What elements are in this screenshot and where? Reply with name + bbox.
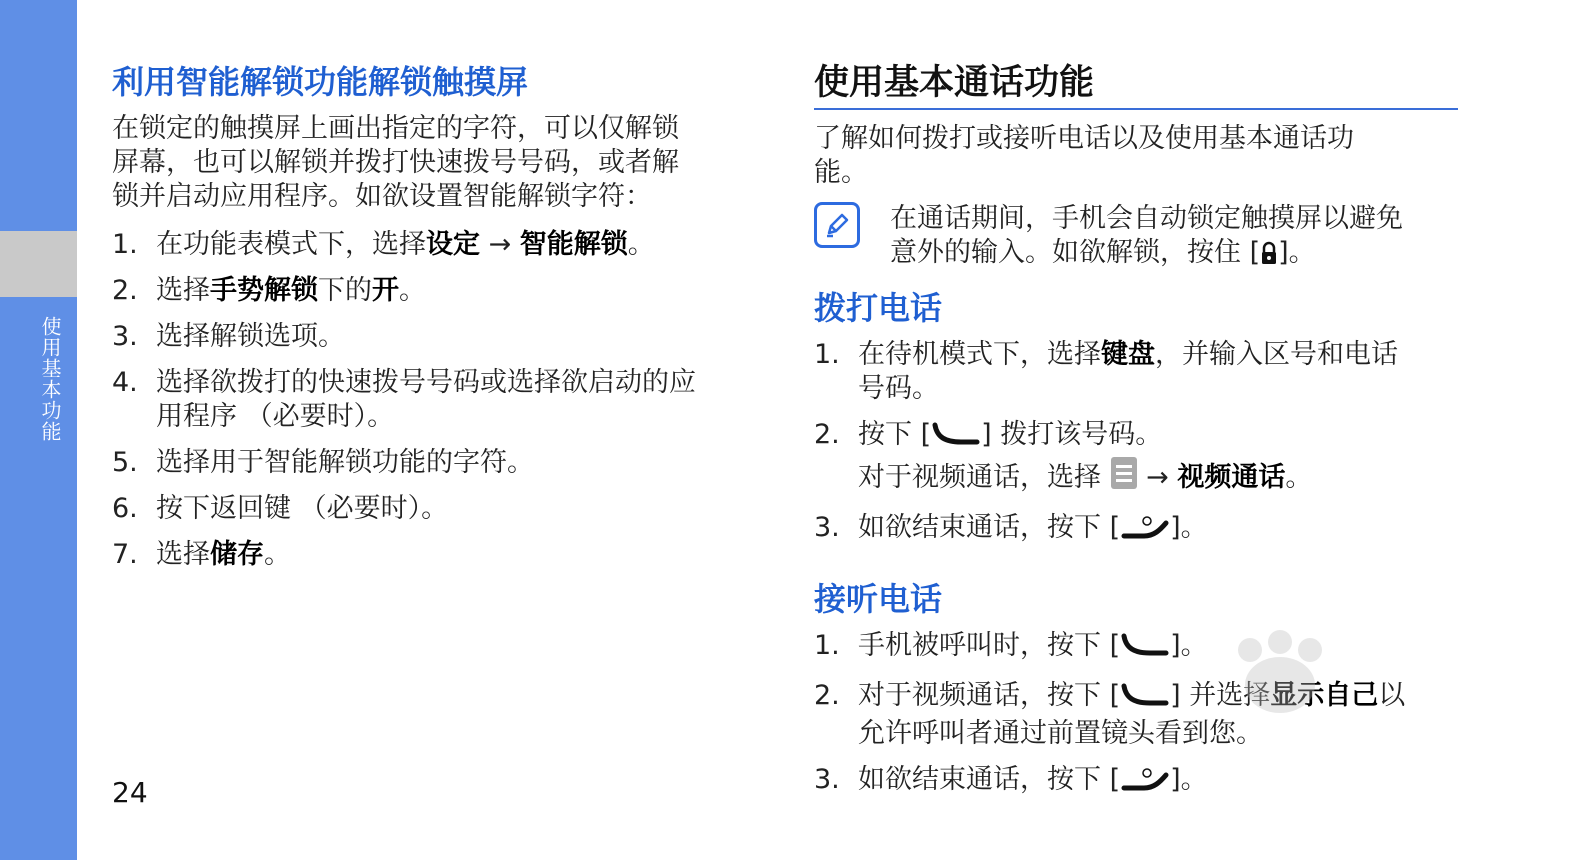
- step-text: 选择: [156, 275, 210, 306]
- step-text: 选择欲拨打的快速拨号号码或选择欲启动的应: [156, 367, 696, 398]
- right-column: [814, 58, 1464, 801]
- menu-icon: [1110, 456, 1138, 499]
- step-item: [112, 492, 762, 526]
- call-key-icon: [1120, 682, 1170, 717]
- step-text: 如欲结束通话，按下 [: [858, 764, 1121, 795]
- step-text: 在待机模式下，选择: [858, 339, 1101, 370]
- step-text: 如欲结束通话，按下 [: [858, 512, 1121, 543]
- intro-line: 能。: [814, 157, 868, 188]
- dial-call-heading: 拨打电话: [814, 289, 943, 327]
- step-item: [112, 228, 762, 262]
- step-number: 5.: [112, 447, 138, 478]
- step-item: [814, 629, 1464, 667]
- step-number: 1.: [112, 229, 138, 260]
- step-bold: 设定: [426, 229, 480, 260]
- smart-unlock-heading: 利用智能解锁功能解锁触摸屏: [112, 63, 529, 101]
- step-item: [814, 338, 1464, 406]
- step-text: ]。: [1170, 630, 1208, 661]
- step-text: 对于视频通话，按下 [: [858, 680, 1121, 711]
- step-number: 2.: [814, 680, 840, 711]
- sidebar-section-label: 使用基本功能: [38, 316, 62, 442]
- step-number: 7.: [112, 539, 138, 570]
- step-number: 3.: [112, 321, 138, 352]
- step-item: [112, 320, 762, 354]
- step-text: 允许呼叫者通过前置镜头看到您。: [858, 718, 1263, 749]
- step-item: [814, 418, 1464, 499]
- intro-line: 在锁定的触摸屏上画出指定的字符，可以仅解锁: [112, 113, 679, 144]
- end-call-key-icon: [1120, 766, 1170, 801]
- call-key-icon: [1120, 632, 1170, 667]
- step-item: [112, 366, 762, 434]
- note-pencil-icon: [814, 202, 860, 248]
- intro-line: 了解如何拨打或接听电话以及使用基本通话功: [814, 123, 1354, 154]
- sidebar-tab-marker: [0, 231, 77, 297]
- step-text: 以: [1378, 680, 1406, 711]
- step-number: 2.: [814, 419, 840, 450]
- intro-line: 锁并启动应用程序。如欲设置智能解锁字符：: [112, 181, 652, 212]
- step-text: 按下 [: [858, 419, 932, 450]
- answer-call-heading: 接听电话: [814, 580, 943, 618]
- step-text: ] 并选择: [1170, 680, 1271, 711]
- step-number: 2.: [112, 275, 138, 306]
- note-box: [814, 202, 1464, 274]
- step-text: 下的: [318, 275, 372, 306]
- step-text: ] 拨打该号码。: [981, 419, 1163, 450]
- basic-call-heading: 使用基本通话功能: [814, 58, 1458, 110]
- call-key-icon: [931, 421, 981, 456]
- basic-call-intro: [814, 122, 1464, 190]
- step-text: 选择解锁选项。: [156, 321, 345, 352]
- step-bold: 视频通话: [1177, 462, 1286, 493]
- step-item: [814, 679, 1464, 751]
- step-number: 1.: [814, 630, 840, 661]
- step-text: 。: [264, 539, 291, 570]
- left-column: [112, 58, 762, 572]
- step-bold: 手势解锁: [210, 275, 318, 306]
- step-text: 手机被呼叫时，按下 [: [858, 630, 1121, 661]
- step-text: 在功能表模式下，选择: [156, 229, 426, 260]
- step-bold: 开: [372, 275, 399, 306]
- step-text: ]。: [1170, 512, 1208, 543]
- step-bold: 显示自己: [1270, 680, 1379, 711]
- step-text: 选择: [156, 539, 210, 570]
- step-text: 号码。: [858, 373, 939, 404]
- step-text: →: [1137, 462, 1178, 493]
- note-text: ]。: [1278, 237, 1316, 268]
- step-item: [112, 274, 762, 308]
- answer-call-steps: [814, 629, 1464, 801]
- dial-call-steps: [814, 338, 1464, 549]
- step-bold: 智能解锁: [519, 229, 628, 260]
- note-line: 在通话期间，手机会自动锁定触摸屏以避免: [890, 203, 1403, 234]
- step-text: 。: [1285, 462, 1313, 493]
- step-number: 6.: [112, 493, 138, 524]
- section-sidebar: [0, 0, 77, 860]
- step-text: 对于视频通话，选择: [858, 462, 1110, 493]
- step-item: [814, 511, 1464, 549]
- note-line: [890, 236, 1464, 274]
- step-bold: 储存: [210, 539, 264, 570]
- step-text: 选择用于智能解锁功能的字符。: [156, 447, 534, 478]
- step-number: 1.: [814, 339, 840, 370]
- step-number: 3.: [814, 764, 840, 795]
- step-number: 3.: [814, 512, 840, 543]
- step-text: 。: [399, 275, 426, 306]
- end-call-key-icon: [1120, 514, 1170, 549]
- step-item: [112, 538, 762, 572]
- step-item: [814, 763, 1464, 801]
- smart-unlock-intro: [112, 112, 762, 214]
- step-item: [112, 446, 762, 480]
- step-text: 。: [627, 229, 655, 260]
- lock-icon: [1260, 240, 1278, 274]
- smart-unlock-steps: [112, 228, 762, 572]
- note-text: 意外的输入。如欲解锁，按住 [: [890, 237, 1261, 268]
- page-number: 24: [112, 776, 148, 809]
- step-text: →: [480, 229, 520, 260]
- step-text: 用程序 （必要时）。: [156, 401, 395, 432]
- step-text: ]。: [1170, 764, 1208, 795]
- step-number: 4.: [112, 367, 138, 398]
- intro-line: 屏幕，也可以解锁并拨打快速拨号号码，或者解: [112, 147, 679, 178]
- step-text: 按下返回键 （必要时）。: [156, 493, 449, 524]
- step-bold: 键盘: [1101, 339, 1155, 370]
- step-text: ，并输入区号和电话: [1155, 339, 1398, 370]
